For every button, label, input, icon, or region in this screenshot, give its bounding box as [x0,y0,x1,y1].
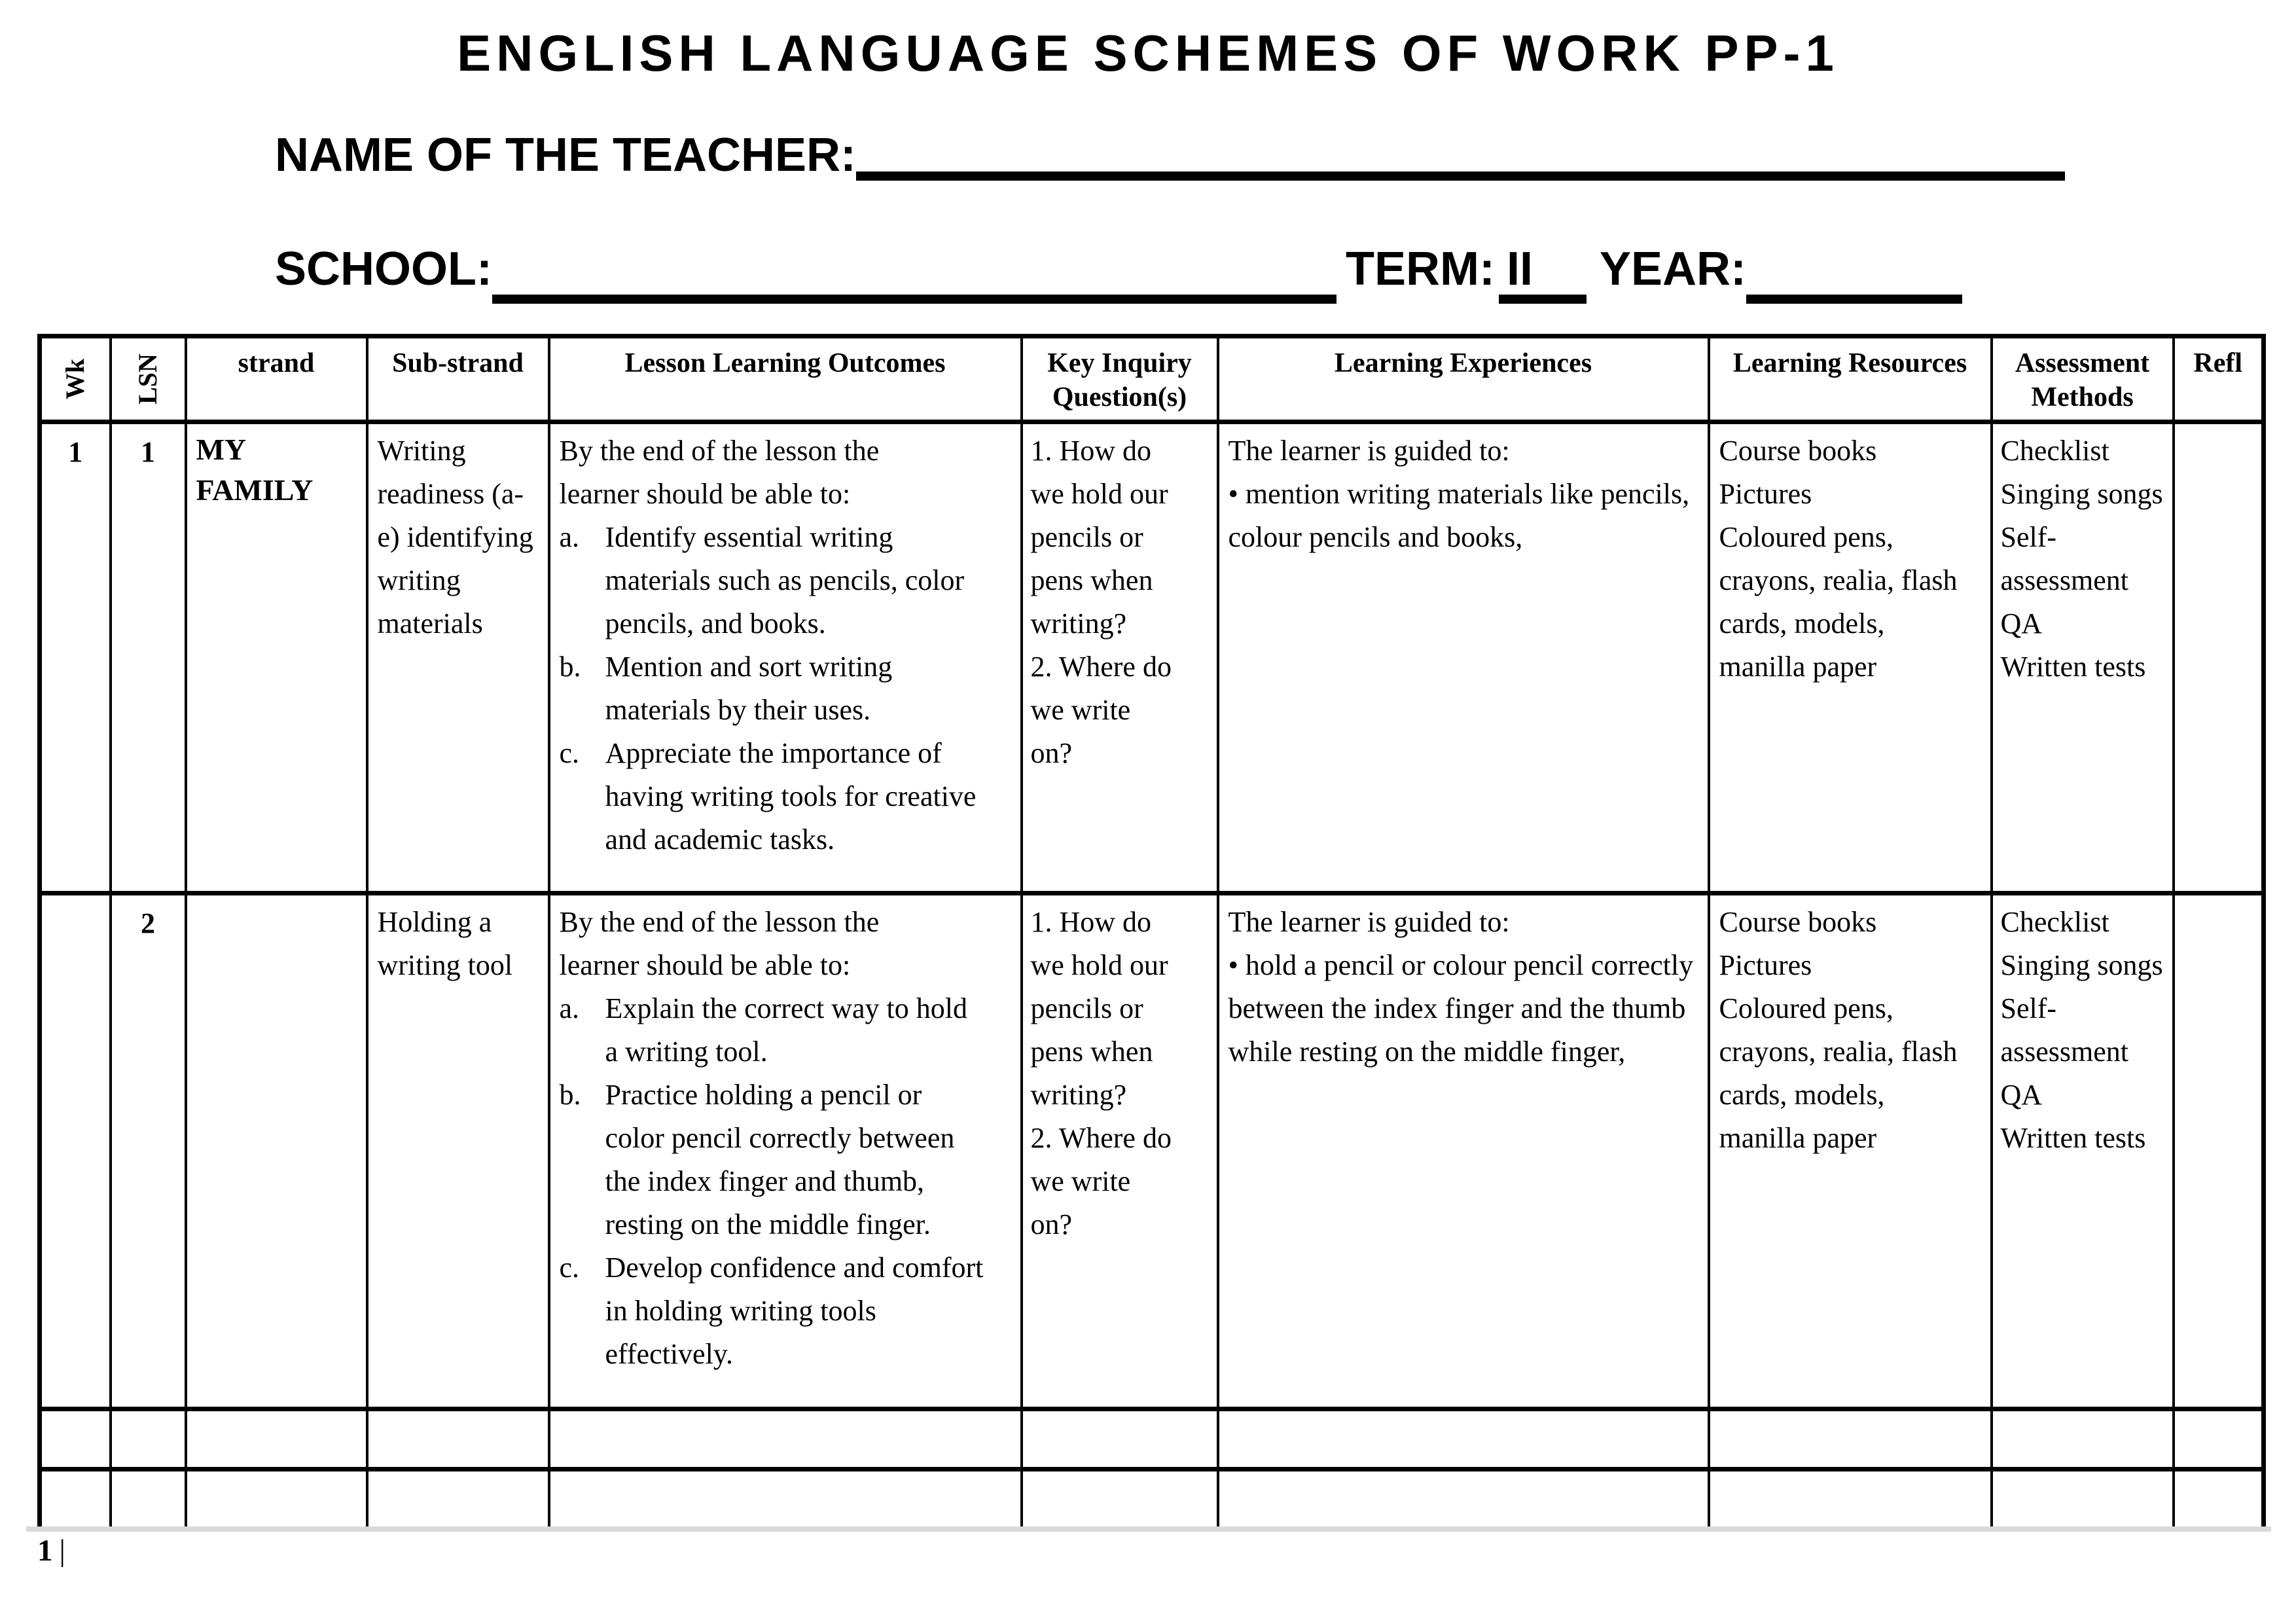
empty-row [40,1470,2264,1530]
assessment-item: Written tests [2000,1122,2146,1154]
inquiry-question: 2. Where do we write on? [1030,1122,1172,1240]
outcomes-intro: By the end of the lesson the learner should be able to: [559,435,880,510]
outcome-item: a. Identify essential writing materials such as pencils, color pencils, and books. [559,521,965,640]
lsn-cell: 2 [111,893,186,1409]
outcome-item: c. Appreciate the importance of having writing tools for creative and academic tasks. [559,737,977,856]
strand-cell [186,893,367,1409]
header-lsn: LSN [111,336,186,422]
outcome-item: b. Practice holding a pencil or color pencil correctly between the index finger and thumb, resting on the middle finger. [559,1079,955,1240]
resources-cell [1709,893,1992,1409]
term-label: TERM: [1345,243,1495,295]
table-row [40,422,2264,893]
experiences-cell [1218,893,1709,1409]
refl-cell [2174,422,2264,893]
scheme-of-work-table [37,334,2266,1532]
teacher-label: NAME OF THE TEACHER: [275,129,856,181]
sub-strand-cell: Writing readiness (a-e) identifying writing materials [367,422,549,893]
inquiry-question: 2. Where do we write on? [1030,651,1172,769]
inquiry-question: 1. How do we hold our pencils or pens when writing? [1030,435,1168,640]
strand-cell: MY FAMILY [186,422,367,893]
outcome-item: b. Mention and sort writing materials by their uses. [559,651,893,726]
header-strand: strand [186,336,367,422]
page-title: ENGLISH LANGUAGE SCHEMES OF WORK PP-1 [457,24,1839,82]
outcome-item: a. Explain the correct way to hold a writing tool. [559,992,967,1068]
footer-divider [26,1526,2271,1532]
page-number: 1 | [37,1534,65,1568]
experiences-intro: The learner is guided to: [1228,906,1510,938]
teacher-name-line [275,131,2065,181]
header-resources: Learning Resources [1709,336,1992,422]
outcomes-cell [549,422,1022,893]
outcomes-cell [549,893,1022,1409]
resource-item: Course books [1719,435,1877,467]
resource-item: Coloured pens, crayons, realia, flash cards, models, manilla paper [1719,521,1958,683]
assessment-item: Self-assessment [2000,521,2129,596]
inquiry-cell [1022,893,1218,1409]
experience-item: • hold a pencil or colour pencil correctly between the index finger and the thumb while resting on the middle finger, [1228,949,1694,1068]
refl-cell [2174,893,2264,1409]
assessment-item: Singing songs [2000,478,2163,510]
assessment-cell [1992,893,2174,1409]
assessment-item: Written tests [2000,651,2146,683]
table-row [40,893,2264,1409]
assessment-item: Self-assessment [2000,992,2129,1068]
year-blank-line [1746,245,1962,304]
assessment-item: Checklist [2000,435,2109,467]
assessment-item: Singing songs [2000,949,2163,981]
resource-item: Pictures [1719,949,1812,981]
outcomes-intro: By the end of the lesson the learner should be able to: [559,906,880,981]
assessment-item: QA [2000,1079,2043,1111]
year-label: YEAR: [1599,243,1746,295]
resources-cell [1709,422,1992,893]
header-assessment: Assessment Methods [1992,336,2174,422]
header-outcomes: Lesson Learning Outcomes [549,336,1022,422]
resource-item: Coloured pens, crayons, realia, flash cards, models, manilla paper [1719,992,1958,1154]
experiences-intro: The learner is guided to: [1228,435,1510,467]
wk-cell: 1 [40,422,111,893]
wk-cell [40,893,111,1409]
inquiry-question: 1. How do we hold our pencils or pens when writing? [1030,906,1168,1111]
header-experiences: Learning Experiences [1218,336,1709,422]
sub-strand-cell: Holding a writing tool [367,893,549,1409]
term-value: II [1499,245,1587,304]
experiences-cell [1218,422,1709,893]
lsn-cell: 1 [111,422,186,893]
outcome-item: c. Develop confidence and comfort in holding writing tools effectively. [559,1252,984,1370]
empty-row [40,1409,2264,1470]
header-inquiry: Key Inquiry Question(s) [1022,336,1218,422]
assessment-item: QA [2000,607,2043,640]
experience-item: • mention writing materials like pencils, colour pencils and books, [1228,478,1690,553]
school-blank-line [492,245,1336,304]
spacer [1587,245,1600,304]
assessment-item: Checklist [2000,906,2109,938]
resource-item: Course books [1719,906,1877,938]
school-label: SCHOOL: [275,243,492,295]
header-row [40,336,2264,422]
school-term-year-line [275,245,2072,304]
resource-item: Pictures [1719,478,1812,510]
teacher-blank-line [856,131,2065,181]
inquiry-cell [1022,422,1218,893]
header-wk: Wk [40,336,111,422]
header-refl: Refl [2174,336,2264,422]
header-sub-strand: Sub-strand [367,336,549,422]
assessment-cell [1992,422,2174,893]
